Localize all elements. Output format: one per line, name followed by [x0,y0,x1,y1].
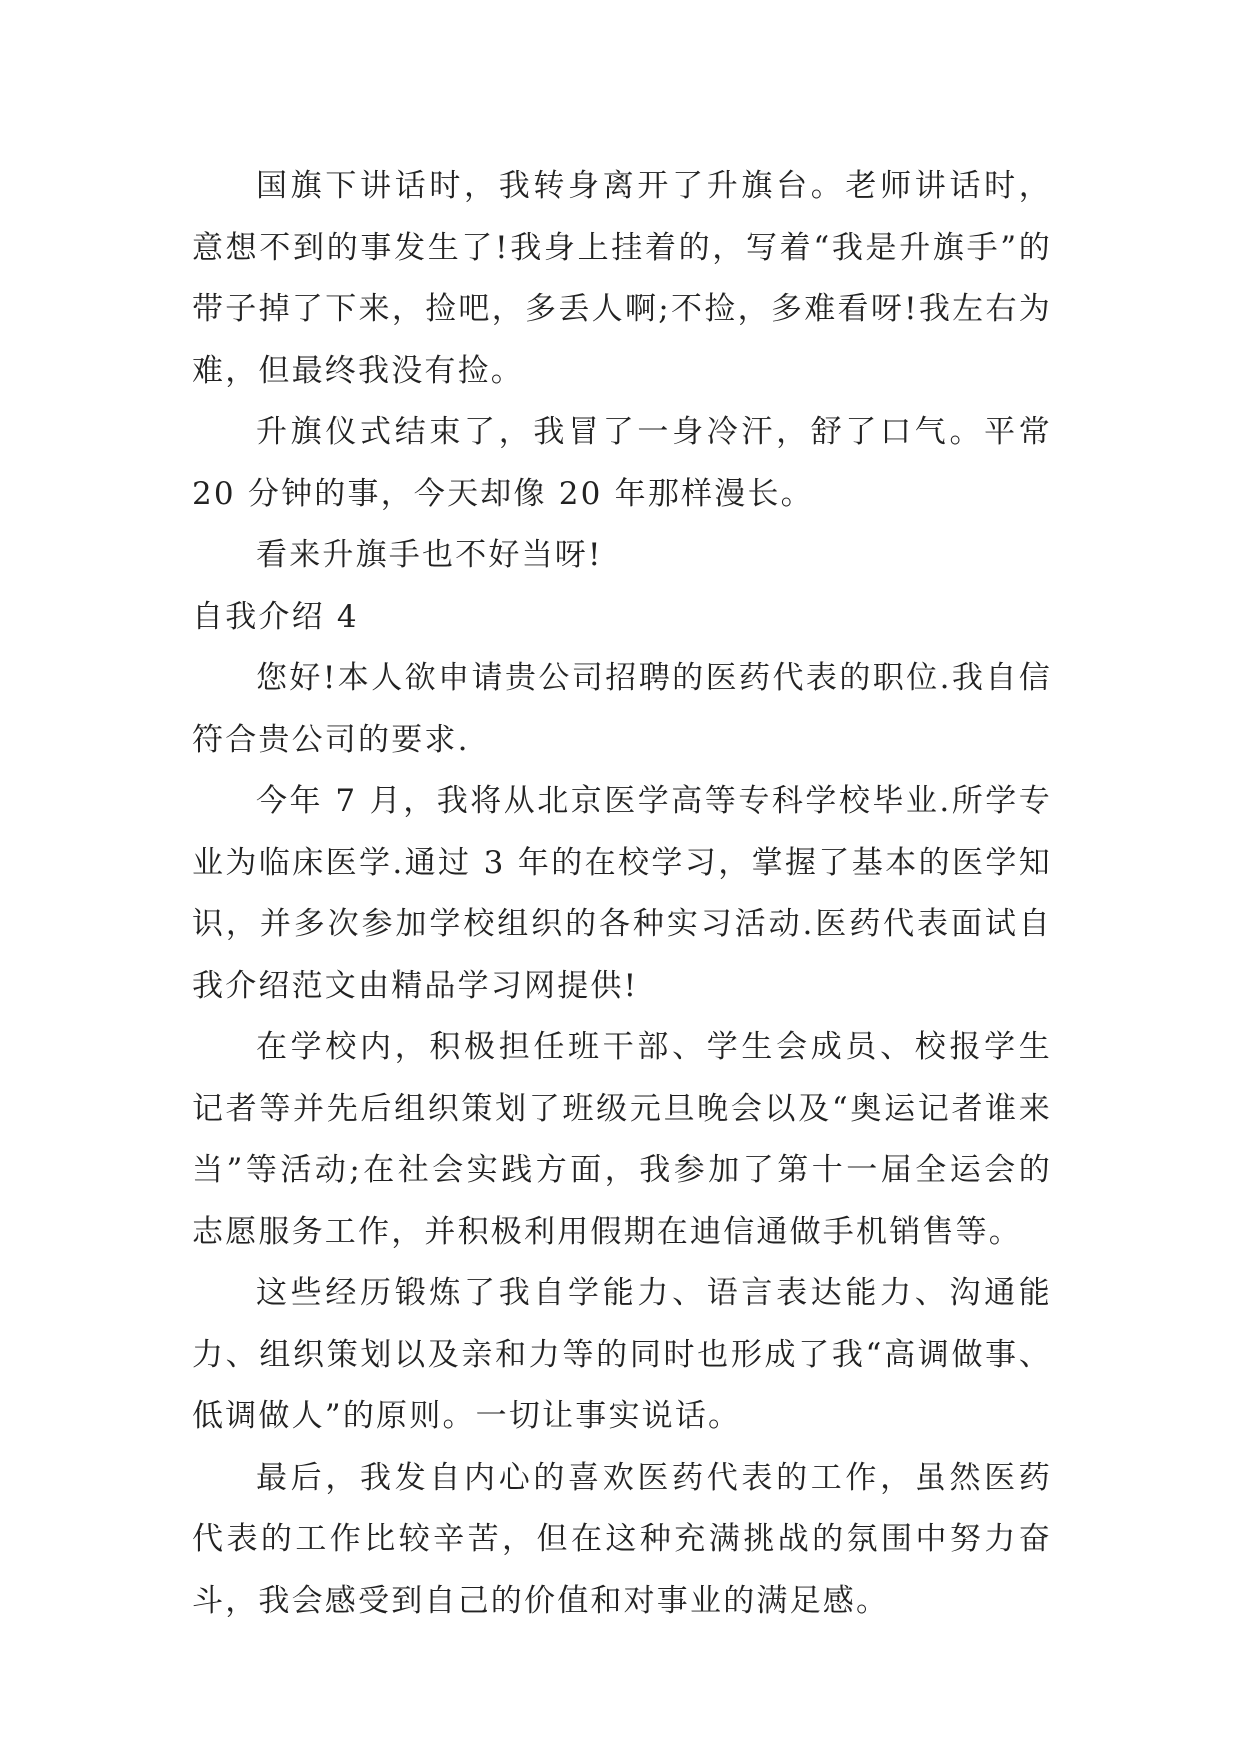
document-body [192,156,1052,1632]
paragraph-education: 今年 7 月，我将从北京医学高等专科学校毕业.所学专业为临床医学.通过 3 年的在校学习，掌握了基本的医学知识，并多次参加学校组织的各种实习活动.医药代表面试自我介绍范文由精品学习网提供! [192,783,1052,1004]
paragraph-activities: 在学校内，积极担任班干部、学生会成员、校报学生记者等并先后组织策划了班级元旦晚会以及“奥运记者谁来当”等活动;在社会实践方面，我参加了第十一届全运会的志愿服务工作，并积极利用假期在迪信通做手机销售等。 [192,1029,1052,1250]
paragraph-conclusion: 看来升旗手也不好当呀! [256,537,603,573]
paragraph-closing: 最后，我发自内心的喜欢医药代表的工作，虽然医药代表的工作比较辛苦，但在这种充满挑战的氛围中努力奋斗，我会感受到自己的价值和对事业的满足感。 [192,1459,1052,1619]
section-title: 自我介绍 4 [192,598,359,635]
paragraph-skills: 这些经历锻炼了我自学能力、语言表达能力、沟通能力、组织策划以及亲和力等的同时也形成了我“高调做事、低调做人”的原则。一切让事实说话。 [192,1275,1052,1434]
paragraph-flag-speech: 国旗下讲话时，我转身离开了升旗台。老师讲话时，意想不到的事发生了!我身上挂着的，写着“我是升旗手”的带子掉了下来，捡吧，多丢人啊;不捡，多难看呀!我左右为难，但最终我没有捡。 [192,168,1052,389]
paragraph-ceremony-end: 升旗仪式结束了，我冒了一身冷汗，舒了口气。平常 20 分钟的事，今天却像 20 年那样漫长。 [192,414,1052,512]
paragraph-greeting: 您好!本人欲申请贵公司招聘的医药代表的职位.我自信符合贵公司的要求. [192,660,1052,758]
